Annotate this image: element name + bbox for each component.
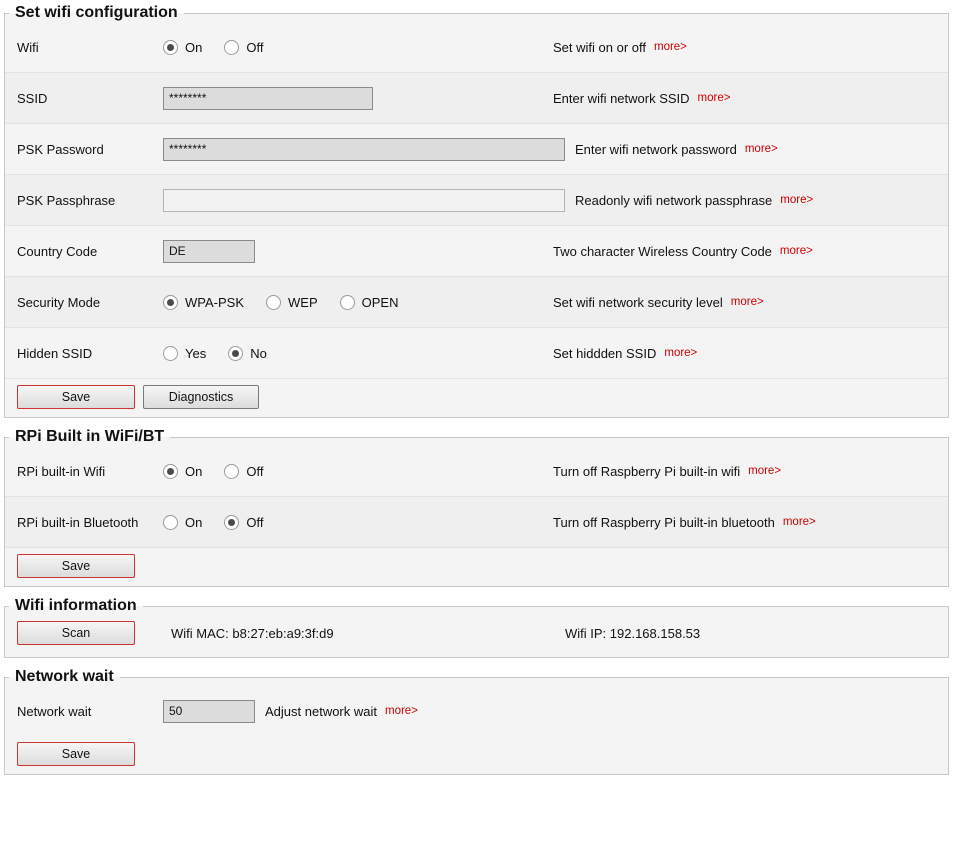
radio-rpi-wifi-on[interactable] <box>163 464 202 479</box>
rpi-builtin-button-row <box>5 548 948 580</box>
desc-hidden-ssid-wrap <box>553 346 697 361</box>
desc-rpi-builtin-bluetooth: Turn off Raspberry Pi built-in bluetooth <box>553 514 775 530</box>
desc-network-wait: Adjust network wait <box>265 703 377 719</box>
control-network-wait <box>163 700 255 723</box>
radio-label-open: OPEN <box>361 294 399 310</box>
row-hidden-ssid <box>5 328 948 379</box>
row-psk-passphrase <box>5 175 948 226</box>
label-network-wait: Network wait <box>17 703 92 719</box>
radio-security-wep[interactable] <box>266 295 318 310</box>
label-psk-password: PSK Password <box>17 141 104 157</box>
row-wifi <box>5 22 948 73</box>
label-rpi-builtin-bluetooth: RPi built-in Bluetooth <box>17 514 139 530</box>
wifi-scan-button[interactable]: Scan <box>17 621 135 645</box>
more-link-rpi-builtin-wifi[interactable]: more> <box>748 465 782 477</box>
desc-wifi: Set wifi on or off <box>553 39 646 55</box>
radio-indicator-rpi-wifi-on[interactable] <box>163 464 178 479</box>
network-wait-button-row <box>5 736 948 768</box>
panel-rpi-builtin-legend: RPi Built in WiFi/BT <box>15 428 165 445</box>
desc-psk-password: Enter wifi network password <box>575 141 737 157</box>
ssid-input[interactable] <box>163 87 373 110</box>
more-link-psk-passphrase[interactable]: more> <box>780 194 814 206</box>
radio-label-wifi-on: On <box>185 39 203 55</box>
radio-label-wep: WEP <box>288 294 318 310</box>
desc-security-mode: Set wifi network security level <box>553 294 723 310</box>
radio-label-rpi-wifi-on: On <box>185 463 203 479</box>
control-psk-password <box>163 138 565 161</box>
more-link-security-mode[interactable]: more> <box>730 296 764 308</box>
radio-rpi-bt-on[interactable] <box>163 515 202 530</box>
control-psk-passphrase <box>163 189 565 212</box>
radio-security-wpa-psk[interactable] <box>163 295 244 310</box>
more-link-wifi[interactable]: more> <box>653 41 687 53</box>
radio-indicator-open[interactable] <box>340 295 355 310</box>
network-wait-input[interactable] <box>163 700 255 723</box>
wifi-ip-text: Wifi IP: 192.168.158.53 <box>565 625 701 641</box>
desc-rpi-wifi-wrap <box>553 464 781 479</box>
radio-label-hidden-ssid-yes: Yes <box>185 345 207 361</box>
label-hidden-ssid: Hidden SSID <box>17 345 93 361</box>
radio-label-rpi-bt-off: Off <box>246 514 264 530</box>
rpi-builtin-save-button[interactable]: Save <box>17 554 135 578</box>
panel-wifi-configuration-legend: Set wifi configuration <box>15 4 178 21</box>
label-rpi-builtin-wifi: RPi built-in Wifi <box>17 463 106 479</box>
more-link-hidden-ssid[interactable]: more> <box>664 347 698 359</box>
radio-indicator-rpi-wifi-off[interactable] <box>224 464 239 479</box>
radio-group-rpi-builtin-bluetooth <box>163 515 285 530</box>
country-code-input[interactable] <box>163 240 255 263</box>
row-rpi-builtin-bluetooth <box>5 497 948 548</box>
label-country-code: Country Code <box>17 243 98 259</box>
row-rpi-builtin-wifi <box>5 446 948 497</box>
wifi-config-button-row <box>5 379 948 411</box>
panel-wifi-information-legend: Wifi information <box>15 597 137 614</box>
radio-label-rpi-bt-on: On <box>185 514 203 530</box>
more-link-ssid[interactable]: more> <box>697 92 731 104</box>
radio-group-rpi-builtin-wifi <box>163 464 285 479</box>
label-wifi: Wifi <box>17 39 39 55</box>
radio-label-wpa-psk: WPA-PSK <box>185 294 244 310</box>
psk-passphrase-input <box>163 189 565 212</box>
desc-country-code: Two character Wireless Country Code <box>553 243 772 259</box>
radio-group-hidden-ssid <box>163 346 289 361</box>
radio-rpi-wifi-off[interactable] <box>224 464 263 479</box>
radio-label-wifi-off: Off <box>246 39 264 55</box>
network-wait-save-button[interactable]: Save <box>17 742 135 766</box>
control-country-code <box>163 240 255 263</box>
desc-psk-password-wrap <box>575 142 778 157</box>
desc-country-code-wrap <box>553 244 813 259</box>
radio-wifi-on[interactable] <box>163 40 202 55</box>
radio-indicator-wpa-psk[interactable] <box>163 295 178 310</box>
more-link-rpi-builtin-bluetooth[interactable]: more> <box>782 516 816 528</box>
desc-ssid: Enter wifi network SSID <box>553 90 690 106</box>
desc-rpi-bt-wrap <box>553 515 816 530</box>
radio-indicator-wep[interactable] <box>266 295 281 310</box>
row-network-wait <box>5 686 948 736</box>
row-country-code <box>5 226 948 277</box>
label-psk-passphrase: PSK Passphrase <box>17 192 116 208</box>
radio-rpi-bt-off[interactable] <box>224 515 263 530</box>
desc-psk-passphrase: Readonly wifi network passphrase <box>575 192 773 208</box>
desc-rpi-builtin-wifi: Turn off Raspberry Pi built-in wifi <box>553 463 741 479</box>
radio-indicator-rpi-bt-off[interactable] <box>224 515 239 530</box>
panel-network-wait-legend: Network wait <box>15 668 114 685</box>
radio-security-open[interactable] <box>340 295 399 310</box>
more-link-psk-password[interactable]: more> <box>744 143 778 155</box>
panel-wifi-configuration <box>4 4 949 418</box>
more-link-country-code[interactable]: more> <box>779 245 813 257</box>
wifi-information-row <box>5 615 948 651</box>
radio-indicator-rpi-bt-on[interactable] <box>163 515 178 530</box>
wifi-config-diagnostics-button[interactable]: Diagnostics <box>143 385 259 409</box>
panel-network-wait <box>4 668 949 775</box>
desc-ssid-wrap <box>553 91 730 106</box>
radio-hidden-ssid-no[interactable] <box>228 346 267 361</box>
panel-wifi-information <box>4 597 949 658</box>
wifi-config-save-button[interactable]: Save <box>17 385 135 409</box>
radio-indicator-hidden-ssid-no[interactable] <box>228 346 243 361</box>
radio-label-rpi-wifi-off: Off <box>246 463 264 479</box>
desc-wifi-wrap <box>553 40 687 55</box>
desc-hidden-ssid: Set hiddden SSID <box>553 345 657 361</box>
radio-indicator-wifi-off[interactable] <box>224 40 239 55</box>
radio-wifi-off[interactable] <box>224 40 263 55</box>
more-link-network-wait[interactable]: more> <box>385 705 418 717</box>
wifi-mac-text: Wifi MAC: b8:27:eb:a9:3f:d9 <box>171 625 334 641</box>
radio-group-security-mode <box>163 295 420 310</box>
row-psk-password <box>5 124 948 175</box>
panel-rpi-builtin <box>4 428 949 587</box>
control-ssid <box>163 87 373 110</box>
desc-security-mode-wrap <box>553 295 764 310</box>
radio-indicator-hidden-ssid-yes[interactable] <box>163 346 178 361</box>
desc-psk-passphrase-wrap <box>575 193 813 208</box>
radio-hidden-ssid-yes[interactable] <box>163 346 206 361</box>
row-security-mode <box>5 277 948 328</box>
label-security-mode: Security Mode <box>17 294 101 310</box>
psk-password-input[interactable] <box>163 138 565 161</box>
label-ssid: SSID <box>17 90 48 106</box>
wifi-configuration-page <box>0 4 953 863</box>
desc-network-wait-wrap <box>265 704 418 719</box>
radio-group-wifi <box>163 40 285 55</box>
row-ssid <box>5 73 948 124</box>
radio-label-hidden-ssid-no: No <box>250 345 267 361</box>
radio-indicator-wifi-on[interactable] <box>163 40 178 55</box>
